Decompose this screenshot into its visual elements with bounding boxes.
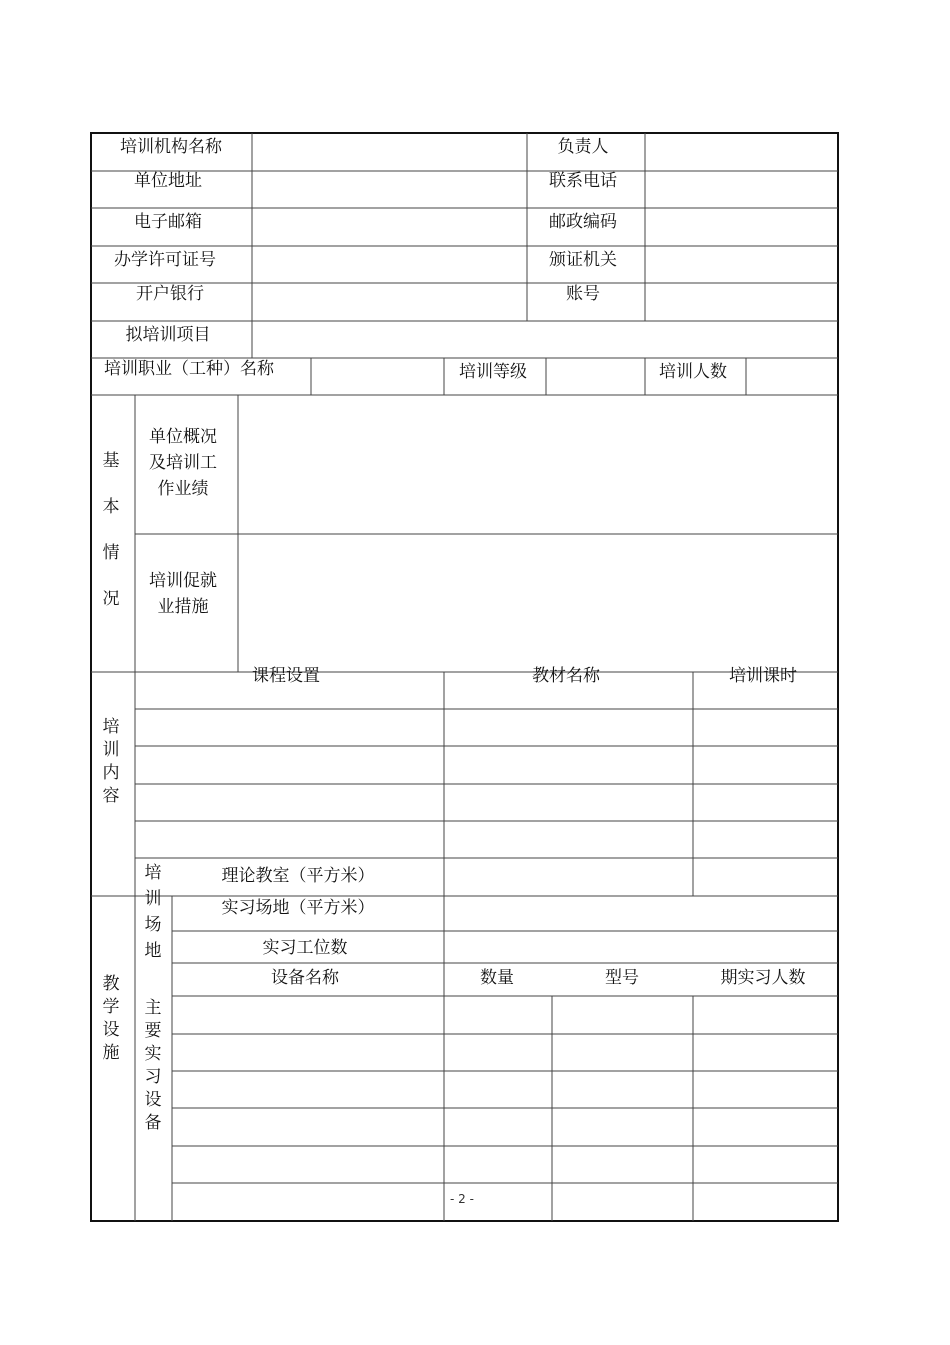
address-label: 单位地址 (134, 171, 202, 191)
page-number: - 2 - (450, 1192, 474, 1206)
hours-header: 培训课时 (729, 666, 797, 686)
leader-label: 负责人 (557, 137, 609, 157)
model-header: 型号 (605, 968, 639, 988)
stations-label: 实习工位数 (262, 938, 348, 958)
basic-section-label: 基 本 情 况 (102, 451, 120, 609)
level-label: 培训等级 (459, 362, 527, 382)
main-equipment-label: 主 要 实 习 设 备 (144, 998, 162, 1133)
trainees-per-term-header: 期实习人数 (720, 968, 806, 988)
phone-label: 联系电话 (549, 171, 617, 191)
occupation-label: 培训职业（工种）名称 (104, 359, 274, 379)
headcount-label: 培训人数 (659, 362, 727, 382)
employment-measures-label: 培训促就业措施 (149, 571, 217, 617)
bank-label: 开户银行 (136, 284, 204, 304)
equipment-name-header: 设备名称 (271, 968, 339, 988)
facilities-section-label: 教 学 设 施 (102, 974, 120, 1063)
content-section-label: 培 训 内 容 (102, 717, 120, 806)
overview-label: 单位概况及培训工作业绩 (149, 427, 217, 499)
course-header: 课程设置 (252, 666, 320, 686)
training-site-label: 培 训 场 地 (144, 863, 162, 961)
classroom-label: 理论教室（平方米） (221, 866, 375, 886)
practice-site-label: 实习场地（平方米） (221, 898, 375, 918)
org-name-label: 培训机构名称 (120, 137, 222, 157)
project-label: 拟培训项目 (125, 325, 211, 345)
textbook-header: 教材名称 (532, 666, 600, 686)
quantity-header: 数量 (480, 968, 514, 988)
postcode-label: 邮政编码 (549, 212, 617, 232)
issuer-label: 颁证机关 (549, 250, 617, 270)
account-label: 账号 (566, 284, 600, 304)
email-label: 电子邮箱 (134, 212, 202, 232)
license-label: 办学许可证号 (114, 250, 216, 270)
